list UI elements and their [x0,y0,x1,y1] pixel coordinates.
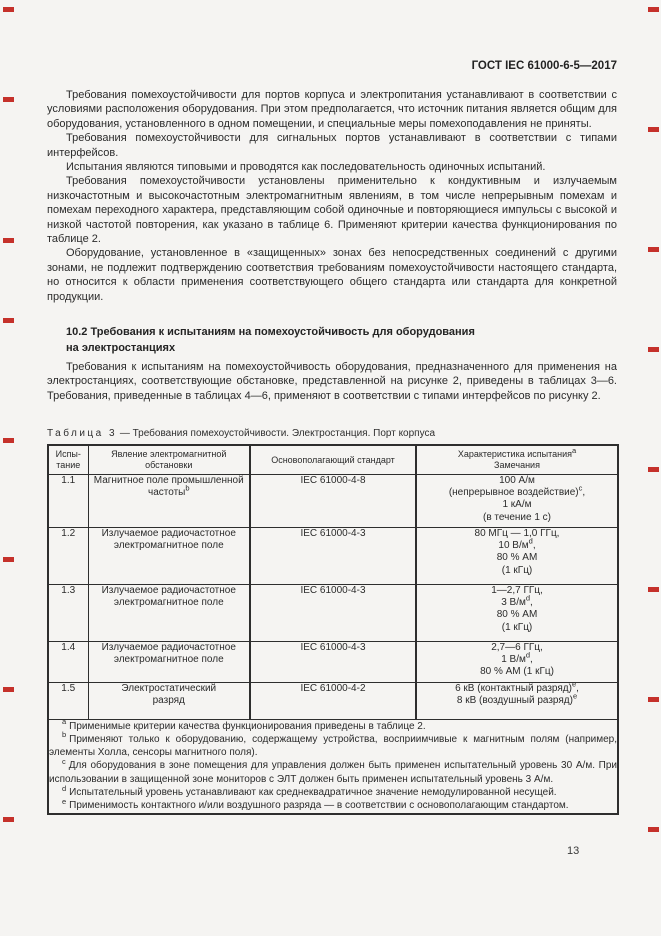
edge-mark [648,697,659,702]
edge-mark [648,347,659,352]
immunity-requirements-table [47,444,619,815]
paragraph: Требования помехоустойчивости установлены применительно к кондуктивным и излучаемым низкочастотным и высокочастотным электромагнитным явлениям, в том числе непрерывным помехам и помехам переходного характера, представляющим собой одиночные и повторяющиеся импульсы с высокой и низкой частотой повторения, как указано в таблице 6. Применяют критерии качества функционирования по таблице 2. [47,175,617,246]
phenomenon-cell: Излучаемое радиочастотное электромагнитное поле [88,584,250,641]
edge-mark [648,467,659,472]
footnote: $^a$ Применимые критерии качества функционирования приведены в таблице 2. [62,717,426,732]
table-caption [47,428,617,439]
page-number: 13 [567,845,580,857]
paragraph: Оборудование, установленное в «защищенных» зонах без непосредственных соединений с другими зонами, не подлежит подтверждению соответствия требованиям помехоустойчивости настоящего стандарта, но относится к области применения соответствующего общего стандарта или стандарта для конкретной продукции. [47,247,617,303]
table-row [48,527,618,584]
phenomenon-cell: Магнитное поле промышленной частоты$^b$ [88,474,250,527]
phenomenon-cell: Излучаемое радиочастотное электромагнитное поле [88,527,250,584]
edge-mark [648,247,659,252]
edge-mark [648,127,659,132]
edge-mark [3,557,14,562]
column-header-phenomenon: Явление электромагнитной обстановки [88,445,250,474]
edge-mark [3,687,14,692]
section-heading-line: 10.2 Требования к испытаниям на помехоустойчивость для оборудования [66,326,475,338]
characteristic-cell: 6 кВ (контактный разряд)$^e$, 8 кВ (воздушный разряд)$^e$ [416,682,618,719]
table-footnotes-row [48,719,618,814]
paragraph: Испытания являются типовыми и проводятся как последовательность одиночных испытаний. [66,161,546,174]
table-row [48,682,618,719]
characteristic-cell: 2,7—6 ГГц, 1 $В/м^d$, 80 % АМ (1 кГц) [416,641,618,682]
characteristic-cell: 100 А/м (непрерывное воздействие)$^c$, 1 кА/м (в течение 1 с) [416,474,618,527]
phenomenon-cell: Излучаемое радиочастотное электромагнитное поле [88,641,250,682]
test-number: 1.3 [48,584,88,641]
phenomenon-cell: Электростатический разряд [88,682,250,719]
test-number: 1.4 [48,641,88,682]
footnote: $^b$ Применяют только к оборудованию, содержащему устройства, восприимчивые к магнитным полям (например, элементы Холла, сенсоры магнитного поля). [49,730,617,759]
standard-cell: IEC 61000-4-8 [250,474,416,527]
footnote: $^d$ Испытательный уровень устанавливают как среднеквадратичное значение немодулированной несущей. [62,783,557,798]
characteristic-cell: 80 МГц — 1,0 ГГц, 10 $В/м^d$, 80 % АМ (1 кГц) [416,527,618,584]
table-row [48,584,618,641]
paragraph: Требования помехоустойчивости для сигнальных портов устанавливают в соответствии с типами интерфейсов. [47,132,617,159]
edge-mark [648,587,659,592]
edge-mark [3,817,14,822]
standard-cell: IEC 61000-4-3 [250,527,416,584]
edge-mark [3,438,14,443]
paragraph: Требования к испытаниям на помехоустойчивость оборудования, предназначенного для применения на электростанциях, соответствующие обстановке, представленной на рисунке 2, приведены в таблицах 3—6. Требования, приведенные в таблицах 4—6, применяют в соответствии с типами интерфейсов по рисунку 2. [47,361,617,402]
edge-mark [3,97,14,102]
table-row [48,474,618,527]
column-header-characteristic: Характеристика испытания$^a$ Замечания [416,445,618,474]
body-paragraphs [47,88,617,304]
test-number: 1.1 [48,474,88,527]
edge-mark [3,7,14,12]
paragraph: Требования помехоустойчивости для портов корпуса и электропитания устанавливают в соответствии с условиями расположения оборудования. При этом предполагается, что источник питания является общим для оборудования, установленного в одном помещении, и специальные меры помехоподавления не приняты. [47,89,617,130]
standard-cell: IEC 61000-4-3 [250,584,416,641]
table-row [48,641,618,682]
table-header-row [48,445,618,474]
footnote: $^e$ Применимость контактного и/или воздушного разряда — в соответствии с основополагающим стандартом. [62,796,569,812]
footnote: $^c$ Для оборудования в зоне помещения для управления должен быть применен испытательный уровень 30 А/м. При использовании в защищенной зоне мониторов с ЭЛТ должен быть применен испытательный уровень 3 А/м. [49,757,617,785]
edge-mark [3,238,14,243]
column-header-test: Испы- тание [48,445,88,474]
table-caption-label: Таблица 3 [47,428,118,439]
section-heading-line: на электростанциях [66,341,176,354]
characteristic-cell: 1—2,7 ГГц, 3 $В/м^d$, 80 % АМ (1 кГц) [416,584,618,641]
standard-cell: IEC 61000-4-3 [250,641,416,682]
section-paragraph-block [47,360,617,403]
edge-mark [648,7,659,12]
standard-designation: ГОСТ IEC 61000-6-5—2017 [471,60,617,72]
standard-cell: IEC 61000-4-2 [250,682,416,719]
table-caption-text: — Требования помехоустойчивости. Электростанция. Порт корпуса [119,428,436,439]
table-footnotes [48,719,618,814]
edge-mark [648,827,659,832]
test-number: 1.2 [48,527,88,584]
edge-mark [3,318,14,323]
test-number: 1.5 [48,682,88,719]
section-heading [47,325,617,356]
column-header-standard: Основополагающий стандарт [250,445,416,474]
